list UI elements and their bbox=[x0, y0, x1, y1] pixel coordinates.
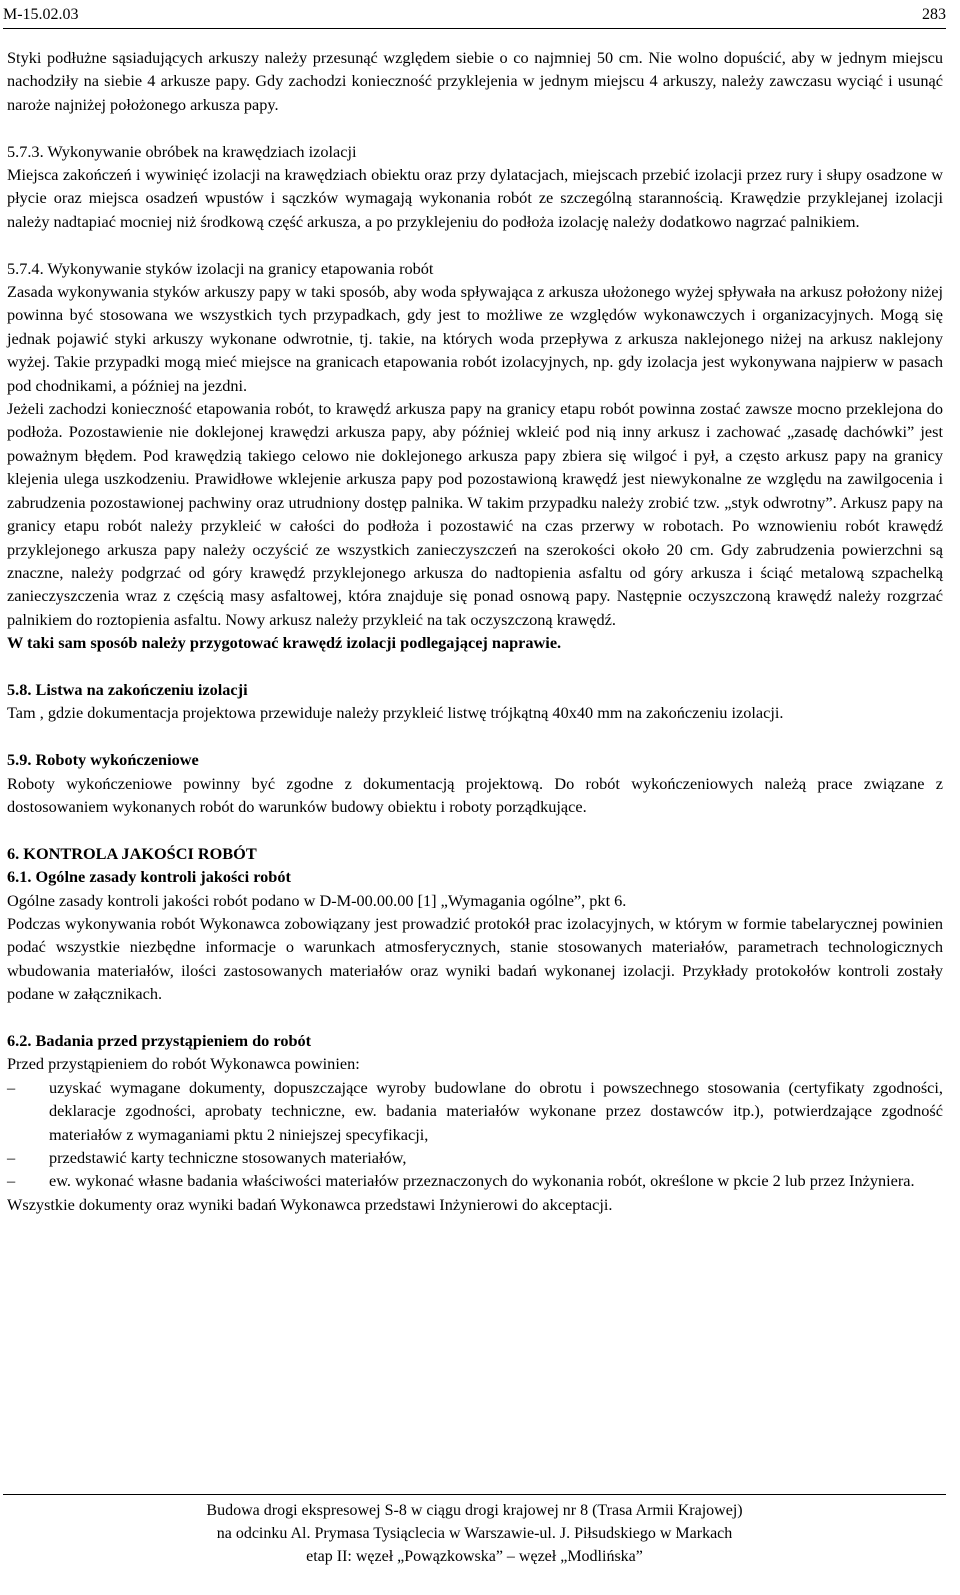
list-item bbox=[7, 1169, 943, 1192]
section-6-heading: 6. KONTROLA JAKOŚCI ROBÓT bbox=[7, 843, 257, 863]
section-5-7-4-bold-note: W taki sam sposób należy przygotować krawędź izolacji podlegającej naprawie. bbox=[7, 633, 562, 653]
section-6-2-intro: Przed przystąpieniem do robót Wykonawca powinien: bbox=[7, 1054, 360, 1074]
list-item-text: ew. wykonać własne badania właściwości materiałów przeznaczonych do wykonania robót, określone w pkcie 2 lub przez Inżyniera. bbox=[49, 1171, 915, 1191]
dash-bullet: – bbox=[7, 1077, 16, 1097]
list-item bbox=[7, 1076, 943, 1146]
document-body bbox=[7, 46, 943, 1216]
section-6-2-heading: 6.2. Badania przed przystąpieniem do robót bbox=[7, 1030, 312, 1050]
list-item-text: przedstawić karty techniczne stosowanych materiałów, bbox=[49, 1148, 407, 1167]
section-5-7-3-heading: 5.7.3. Wykonywanie obróbek na krawędziach izolacji bbox=[7, 141, 357, 161]
section-5-7-4-paragraph-2: Jeżeli zachodzi konieczność etapowania robót, to krawędź arkusza papy na granicy etapu robót powinna zostać zawsze mocno przeklejona do podłoża. Pozostawienie nie doklejonej krawędzi arkusza papy, aby później wkleić pod nią inny arkusz i zachować „zasadę dachówki” jest poważnym błędem. Pod krawędzią takiego celowo nie doklejonego arkusza papy zbiera się wilgoć i pył, a często arkusz papy na granicy klejenia ulega uszkodzeniu. Prawidłowe wklejenie arkusza papy pod pozostawioną krawędź jest niewykonalne ze względu na zawilgocenia i zabrudzenia pozostawionej pachwiny oraz utrudniony dostęp palnika. W takim przypadku należy zrobić tzw. „styk odwrotny”. Arkusz papy na granicy etapu robót należy przykleić w całości do podłoża i pozostawić na czas przerwy w robotach. Po wznowieniu robót krawędź przyklejonego arkusza papy należy oczyścić ze wszystkich zanieczyszczeń na szerokości około 20 cm. Gdy zabrudzenia powierzchni są znaczne, należy podgrzać od góry krawędź przyklejonego arkusza do nadtopienia asfaltu od góry arkusza i ściąć metalową szpachelką zanieczyszczenia wraz z częścią masy asfaltowej, która znajduje się ponad osnową papy. Następnie oczyszczoną krawędź należy rozgrzać palnikiem do roztopienia asfaltu. Nowy arkusz należy przykleić na tak oczyszczoną krawędź. bbox=[7, 399, 943, 629]
section-5-9-heading: 5.9. Roboty wykończeniowe bbox=[7, 750, 199, 770]
section-5-7-4-heading: 5.7.4. Wykonywanie styków izolacji na granicy etapowania robót bbox=[7, 258, 434, 278]
page-header bbox=[3, 6, 946, 29]
list-item-text: uzyskać wymagane dokumenty, dopuszczające wyroby budowlane do obrotu i powszechnego stosowania (certyfikaty zgodności, deklaracje zgodności, aprobaty techniczne, ew. badania materiałów wykonane przez dostawców itp.), potwierdzające zgodność materiałów z wymaganiami pktu 2 niniejszej specyfikacji, bbox=[49, 1077, 943, 1144]
page-footer bbox=[3, 1494, 946, 1568]
section-6-2-outro: Wszystkie dokumenty oraz wyniki badań Wykonawca przedstawi Inżynierowi do akceptacji. bbox=[7, 1194, 613, 1214]
footer-line-2: na odcinku Al. Prymasa Tysiąclecia w Warszawie-ul. J. Piłsudskiego w Markach bbox=[216, 1525, 733, 1542]
footer-line-3: etap II: węzeł „Powązkowska” – węzeł „Modlińska” bbox=[306, 1548, 643, 1565]
section-6-1-heading: 6.1. Ogólne zasady kontroli jakości robót bbox=[7, 867, 291, 887]
section-6-2-list bbox=[7, 1076, 943, 1193]
list-item bbox=[7, 1146, 943, 1169]
page-number: 283 bbox=[922, 6, 946, 23]
section-5-8-heading: 5.8. Listwa na zakończeniu izolacji bbox=[7, 679, 248, 699]
dash-bullet: – bbox=[7, 1171, 16, 1191]
section-5-7-3-body: Miejsca zakończeń i wywinięć izolacji na krawędziach obiektu oraz przy dylatacjach, miejscach przebić izolacji przez rury i słupy osadzone w płycie oraz miejsca osadzeń wpustów i sączków wymagają wykonania robót ze szczególną starannością. Krawędzie przyklejanej izolacji należy nadtapiać mocniej niż środkową część arkusza, a po przyklejeniu do podłoża izolację należy dodatkowo nagrzać palnikiem. bbox=[7, 165, 943, 231]
section-5-8-body: Tam , gdzie dokumentacja projektowa przewiduje należy przykleić listwę trójkątną 40x40 mm na zakończeniu izolacji. bbox=[7, 703, 784, 723]
section-6-1-body: Podczas wykonywania robót Wykonawca zobowiązany jest prowadzić protokół prac izolacyjnych, w którym w formie tabelarycznej powinien podać wszystkie niezbędne informacje o warunkach atmosferycznych, stanie stosowanych materiałów, parametrach technologicznych wbudowania materiałów, ilości zastosowanych materiałów oraz wyniki badań wykonanej izolacji. Przykłady protokołów kontroli zostały podane w załącznikach. bbox=[7, 913, 943, 1004]
footer-line-1: Budowa drogi ekspresowej S-8 w ciągu drogi krajowej nr 8 (Trasa Armii Krajowej) bbox=[206, 1502, 743, 1519]
section-5-9-body: Roboty wykończeniowe powinny być zgodne z dokumentacją projektową. Do robót wykończeniowych należą prace związane z dostosowaniem wykonanych robót do warunków budowy obiektu i roboty porządkujące. bbox=[7, 773, 943, 816]
section-5-7-4-paragraph-1: Zasada wykonywania styków arkuszy papy w taki sposób, aby woda spływająca z arkusza ułożonego wyżej spływała na arkusz położony niżej powinna być stosowana we wszystkich tych przypadkach, gdy jest to możliwe ze względów wykonawczych i organizacyjnych. Mogą się jednak pojawić styki arkuszy wykonane odwrotnie, tj. takie, na których woda przepływa z arkusza naklejonego niżej na arkusz naklejony wyżej. Takie przypadki mogą mieć miejsce na granicach etapowania robót izolacyjnych, np. gdy izolacja jest wykonywana najpierw w pasach pod chodnikami, a później na jezdni. bbox=[7, 282, 943, 395]
dash-bullet: – bbox=[7, 1148, 16, 1167]
document-code: M-15.02.03 bbox=[3, 6, 79, 23]
intro-paragraph: Styki podłużne sąsiadujących arkuszy należy przesunąć względem siebie o co najmniej 50 cm. Nie wolno dopuścić, aby w jednym miejscu nachodziły na siebie 4 arkusze papy. Gdy zachodzi konieczność przyklejenia w jednym miejscu 4 arkuszy, należy zawczasu wyciąć i usunąć naroże najniżej położonego arkusza papy. bbox=[7, 48, 943, 114]
section-6-1-reference: Ogólne zasady kontroli jakości robót podano w D-M-00.00.00 [1] „Wymagania ogólne”, pkt 6. bbox=[7, 890, 627, 910]
